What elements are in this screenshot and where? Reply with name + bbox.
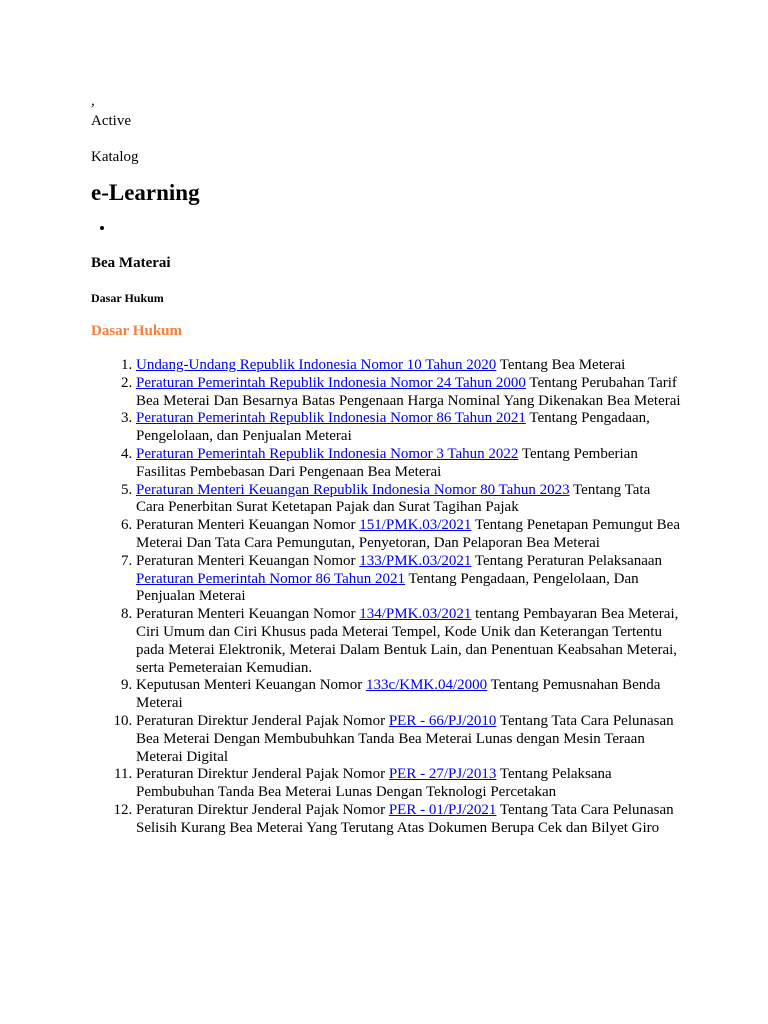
law-list-item — [136, 802, 681, 838]
law-list-item — [136, 357, 681, 375]
law-text: Peraturan Direktur Jenderal Pajak Nomor — [136, 801, 389, 818]
law-link[interactable]: 151/PMK.03/2021 — [359, 517, 472, 534]
law-link[interactable]: Peraturan Menteri Keuangan Republik Indonesia Nomor 80 Tahun 2023 — [136, 481, 570, 498]
law-list — [91, 357, 681, 838]
law-list-item — [136, 677, 681, 713]
law-link[interactable]: 133c/KMK.04/2000 — [365, 677, 488, 694]
law-link[interactable]: Undang-Undang Republik Indonesia Nomor 10 Tahun 2020 — [136, 357, 497, 373]
law-text: Peraturan Menteri Keuangan Nomor — [136, 552, 360, 569]
law-link[interactable]: PER - 01/PJ/2021 — [388, 801, 497, 818]
law-text: Peraturan Direktur Jenderal Pajak Nomor — [136, 766, 389, 783]
law-text: Tentang Peraturan Pelaksanaan — [471, 552, 663, 569]
law-text: Tentang Pemusnahan Benda Meterai — [136, 677, 661, 712]
law-text: Tentang Tata Cara Penerbitan Surat Ketetapan Pajak dan Surat Tagihan Pajak — [136, 481, 651, 516]
stray-comma: , — [91, 93, 95, 109]
law-text: Keputusan Menteri Keuangan Nomor — [136, 677, 366, 694]
active-label: Active — [91, 113, 131, 129]
law-link[interactable]: Peraturan Pemerintah Republik Indonesia Nomor 3 Tahun 2022 — [136, 445, 519, 462]
law-list-item — [136, 482, 681, 518]
section-subheading: Dasar Hukum — [91, 291, 164, 305]
page-title: e-Learning — [91, 180, 200, 205]
law-list-item — [136, 410, 681, 446]
law-text: Tentang Bea Meterai — [496, 357, 626, 373]
empty-bullet-list — [91, 219, 681, 237]
page-content — [91, 94, 681, 838]
law-link[interactable]: 133/PMK.03/2021 — [359, 552, 472, 569]
law-text: Tentang Pemberian Fasilitas Pembebasan Dari Pengenaan Bea Meterai — [136, 445, 638, 480]
empty-bullet-item — [115, 219, 681, 237]
law-text: Peraturan Direktur Jenderal Pajak Nomor — [136, 712, 389, 729]
law-list-item — [136, 713, 681, 766]
law-text: tentang Pembayaran Bea Meterai, Ciri Umum dan Ciri Khusus pada Meterai Tempel, Kode Unik dan Keterangan Tertentu pada Meterai Elektronik, Meterai Dalam Bentuk Lain, dan Penentuan Keabsahan Meterai, serta Pemeteraian Kemudian. — [136, 606, 679, 676]
law-text: Tentang Pengadaan, Pengelolaan, dan Penjualan Meterai — [136, 410, 650, 445]
law-list-item — [136, 606, 681, 677]
katalog-link[interactable]: Katalog — [91, 149, 139, 165]
law-link[interactable]: Peraturan Pemerintah Nomor 86 Tahun 2021 — [136, 570, 406, 587]
law-text: Tentang Tata Cara Pelunasan Bea Meterai Dengan Membubuhkan Tanda Bea Meterai Lunas dengan Mesin Teraan Meterai Digital — [136, 712, 674, 765]
law-list-item — [136, 553, 681, 606]
law-text: Tentang Tata Cara Pelunasan Selisih Kurang Bea Meterai Yang Terutang Atas Dokumen Berupa Cek dan Bilyet Giro — [136, 801, 674, 836]
law-text: Peraturan Menteri Keuangan Nomor — [136, 517, 360, 534]
law-text: Peraturan Menteri Keuangan Nomor — [136, 606, 360, 623]
law-text: Tentang Pelaksana Pembubuhan Tanda Bea Meterai Lunas Dengan Teknologi Percetakan — [136, 766, 612, 801]
highlight-heading: Dasar Hukum — [91, 323, 182, 339]
section-heading: Bea Materai — [91, 255, 171, 271]
law-text: Tentang Pengadaan, Pengelolaan, Dan Penjualan Meterai — [136, 570, 639, 605]
law-list-item — [136, 446, 681, 482]
law-list-item — [136, 375, 681, 411]
law-list-item — [136, 766, 681, 802]
law-text: Tentang Penetapan Pemungut Bea Meterai Dan Tata Cara Pemungutan, Penyetoran, Dan Pelaporan Bea Meterai — [136, 517, 680, 551]
law-link[interactable]: Peraturan Pemerintah Republik Indonesia Nomor 24 Tahun 2000 — [136, 374, 526, 391]
law-list-item — [136, 517, 681, 553]
law-link[interactable]: PER - 27/PJ/2013 — [388, 766, 497, 783]
law-link[interactable]: Peraturan Pemerintah Republik Indonesia Nomor 86 Tahun 2021 — [136, 410, 526, 427]
law-text: Tentang Perubahan Tarif Bea Meterai Dan Besarnya Batas Pengenaan Harga Nominal Yang Dikenakan Bea Meterai — [136, 374, 681, 409]
law-link[interactable]: 134/PMK.03/2021 — [359, 606, 472, 623]
law-link[interactable]: PER - 66/PJ/2010 — [388, 712, 497, 729]
